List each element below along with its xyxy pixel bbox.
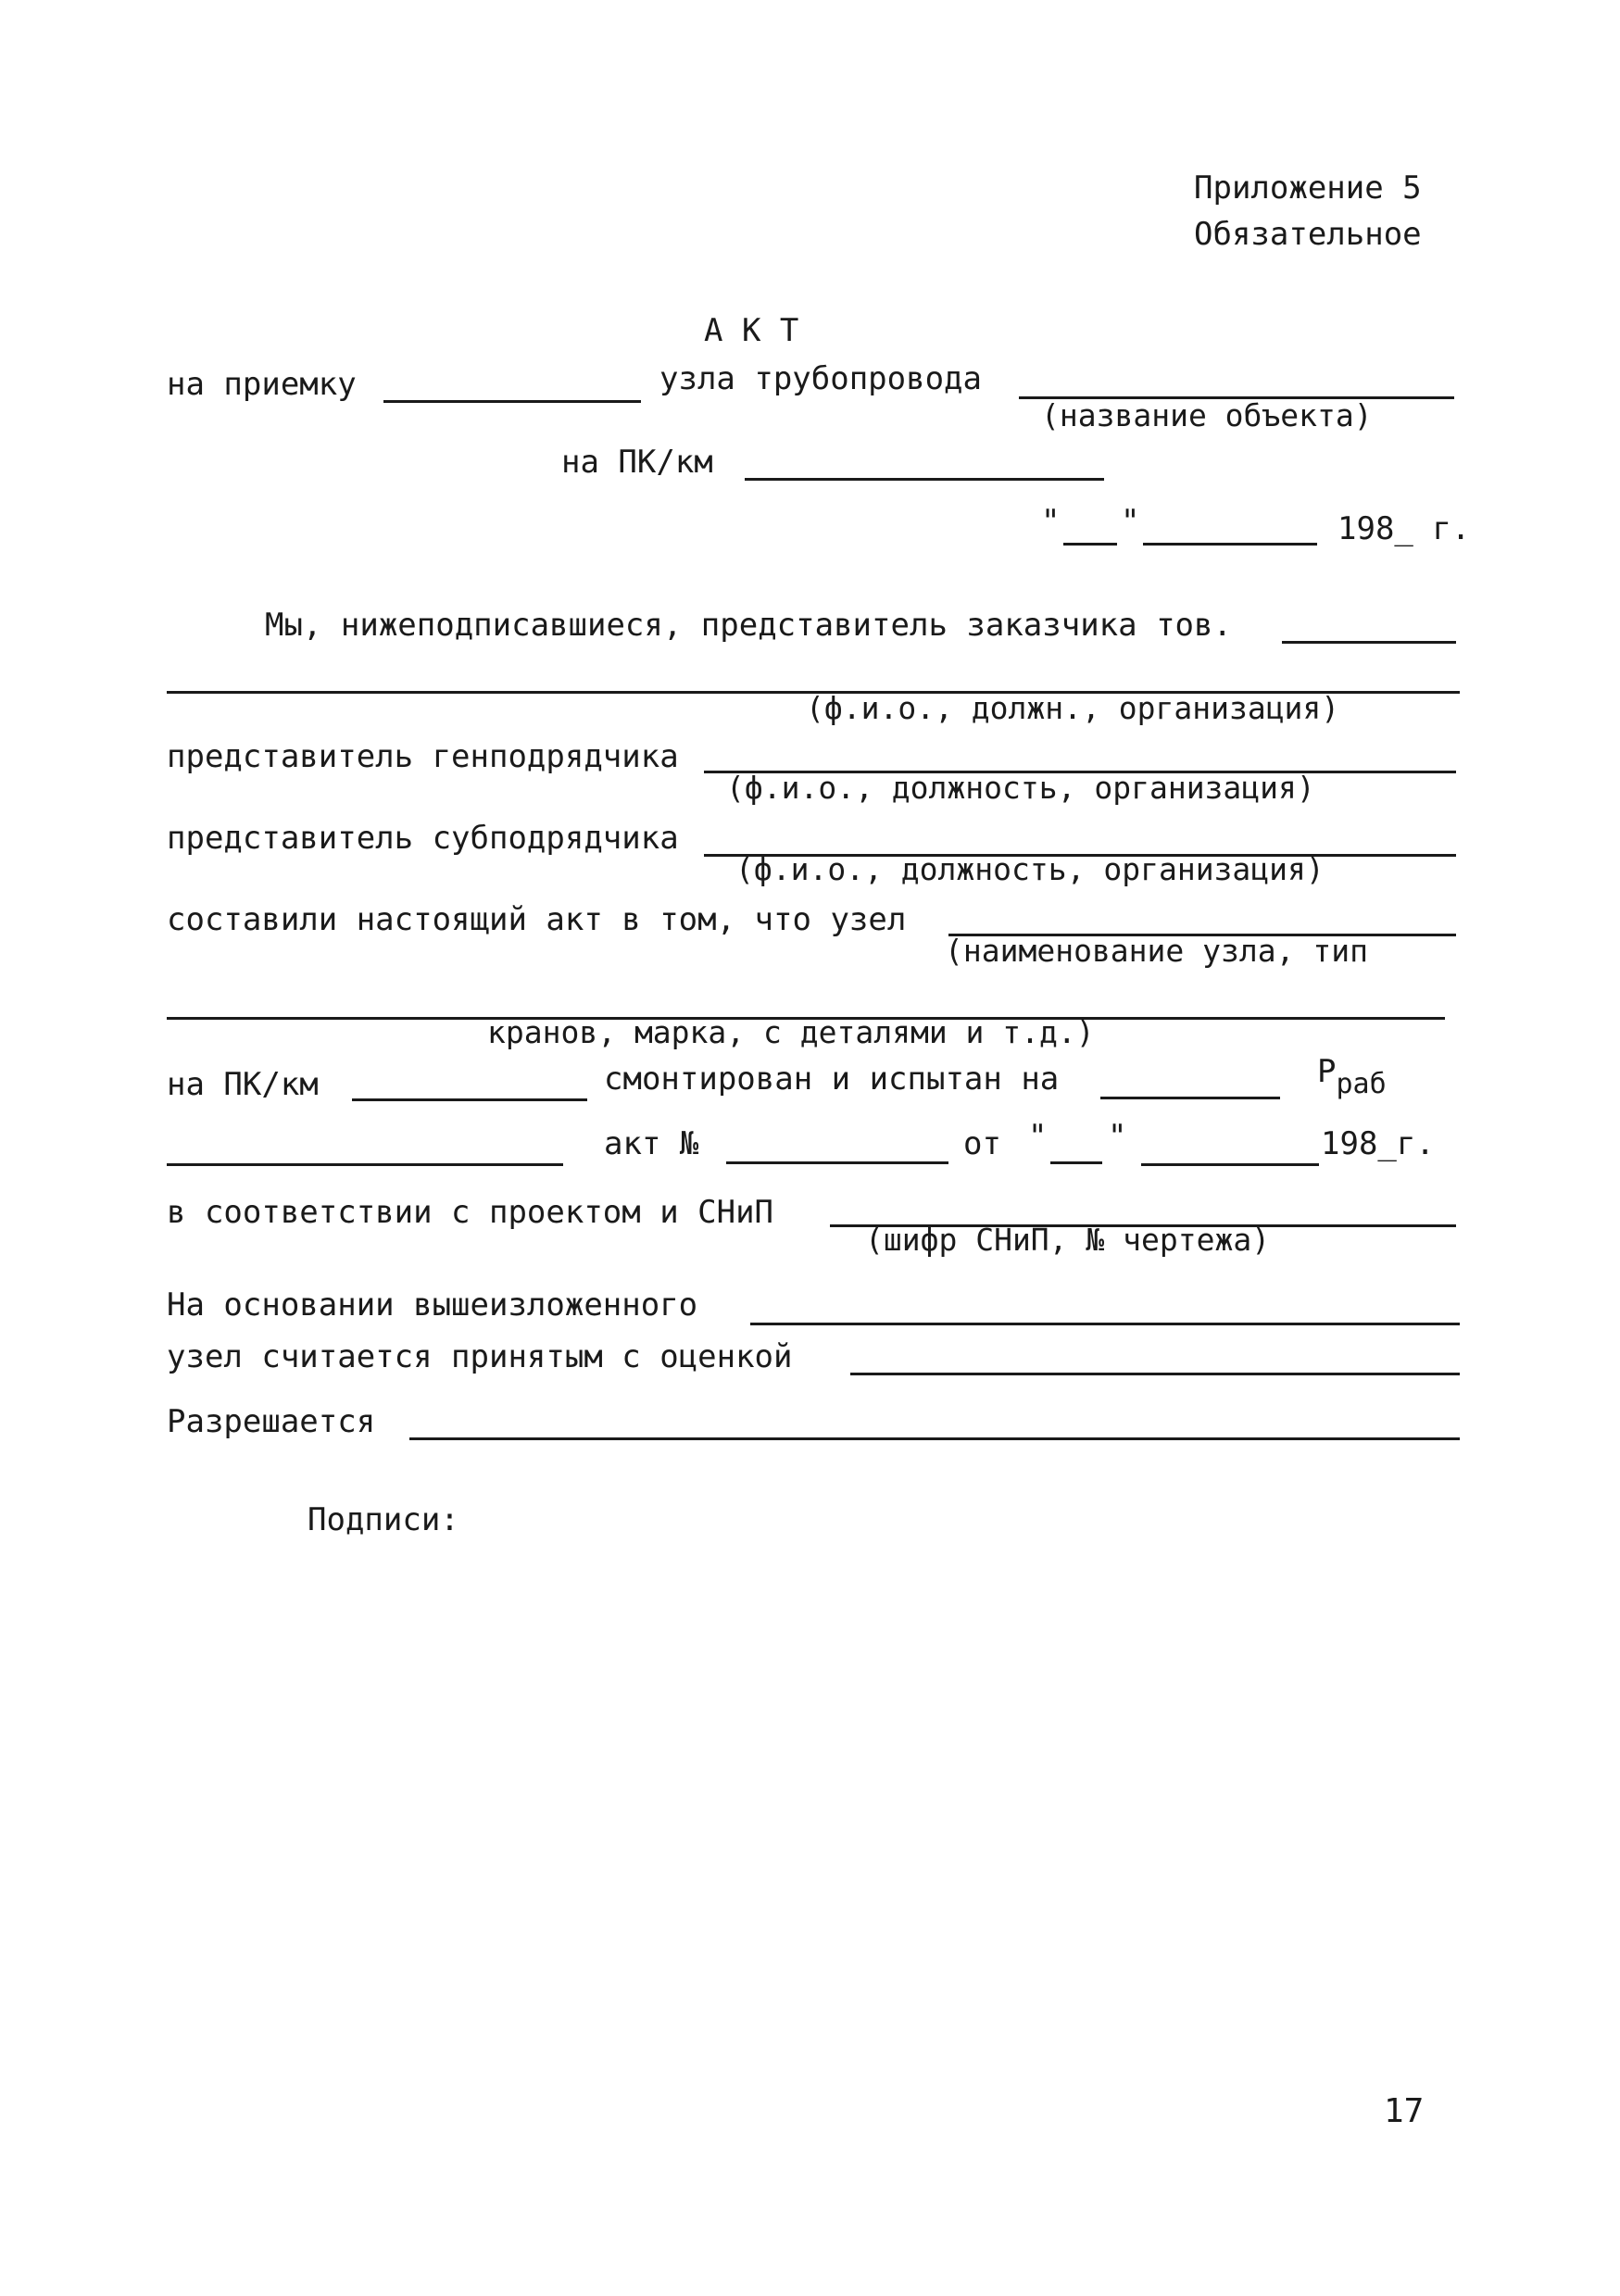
basis-field[interactable]	[750, 1323, 1460, 1325]
pressure-subscript: раб	[1336, 1068, 1387, 1100]
acceptance-type-field[interactable]	[383, 400, 641, 403]
signatures-label: Подписи:	[308, 1501, 459, 1538]
subcontractor-hint: (ф.и.о., должность, организация)	[735, 851, 1325, 887]
act-close-quote: "	[1108, 1118, 1127, 1155]
permitted-field[interactable]	[409, 1437, 1460, 1440]
acceptance-middle: узла трубопровода	[659, 360, 982, 397]
compliance-hint: (шифр СНиП, № чертежа)	[865, 1222, 1271, 1258]
date-close-quote: "	[1121, 503, 1140, 540]
rating-field[interactable]	[850, 1373, 1460, 1375]
node-name-hint-1: (наименование узла, тип	[945, 933, 1368, 969]
status-label: Обязательное	[1194, 216, 1422, 253]
act-from-label: от	[963, 1125, 1001, 1162]
page-number: 17	[1384, 2092, 1425, 2130]
compliance-text: в соответствии с проектом и СНиП	[167, 1194, 774, 1231]
subcontractor-label: представитель субподрядчика	[167, 820, 679, 857]
date-open-quote: "	[1041, 503, 1061, 540]
appendix-label: Приложение 5	[1194, 169, 1422, 207]
customer-rep-field[interactable]	[1282, 641, 1456, 644]
mounted-text: смонтирован и испытан на	[604, 1060, 1060, 1098]
rating-text: узел считается принятым с оценкой	[167, 1338, 793, 1375]
act-day-field[interactable]	[1050, 1161, 1102, 1164]
acceptance-prefix: на приемку	[167, 366, 357, 403]
pk-field-1[interactable]	[745, 478, 1104, 481]
document-title: А К Т	[704, 312, 799, 349]
compiled-text: составили настоящий акт в том, что узел	[167, 901, 907, 938]
intro-text: Мы, нижеподписавшиеся, представитель заказчика тов.	[265, 607, 1232, 644]
act-number-field[interactable]	[726, 1161, 948, 1164]
pressure-symbol: Р	[1317, 1053, 1337, 1090]
date-month-field[interactable]	[1143, 543, 1317, 546]
test-pressure-field[interactable]	[1100, 1097, 1280, 1099]
act-number-label: акт №	[604, 1125, 699, 1162]
act-open-quote: "	[1028, 1118, 1048, 1155]
customer-rep-hint: (ф.и.о., должн., организация)	[806, 690, 1340, 726]
date-day-field[interactable]	[1063, 543, 1117, 546]
working-pressure-label	[1317, 1053, 1387, 1100]
pk-field-2[interactable]	[352, 1098, 587, 1101]
pk-label-1: на ПК/км	[561, 444, 713, 481]
act-prefix-field[interactable]	[167, 1163, 563, 1166]
general-contractor-label: представитель генподрядчика	[167, 738, 679, 775]
act-year: 198_г.	[1321, 1125, 1435, 1162]
act-month-field[interactable]	[1141, 1163, 1319, 1166]
object-name-hint: (название объекта)	[1041, 397, 1373, 433]
pk-label-2: на ПК/км	[167, 1066, 319, 1103]
permitted-text: Разрешается	[167, 1403, 376, 1440]
date-year: 198_ г.	[1337, 510, 1471, 547]
node-name-hint-2: кранов, марка, с деталями и т.д.)	[487, 1014, 1095, 1050]
basis-text: На основании вышеизложенного	[167, 1286, 698, 1324]
general-contractor-hint: (ф.и.о., должность, организация)	[726, 770, 1315, 806]
